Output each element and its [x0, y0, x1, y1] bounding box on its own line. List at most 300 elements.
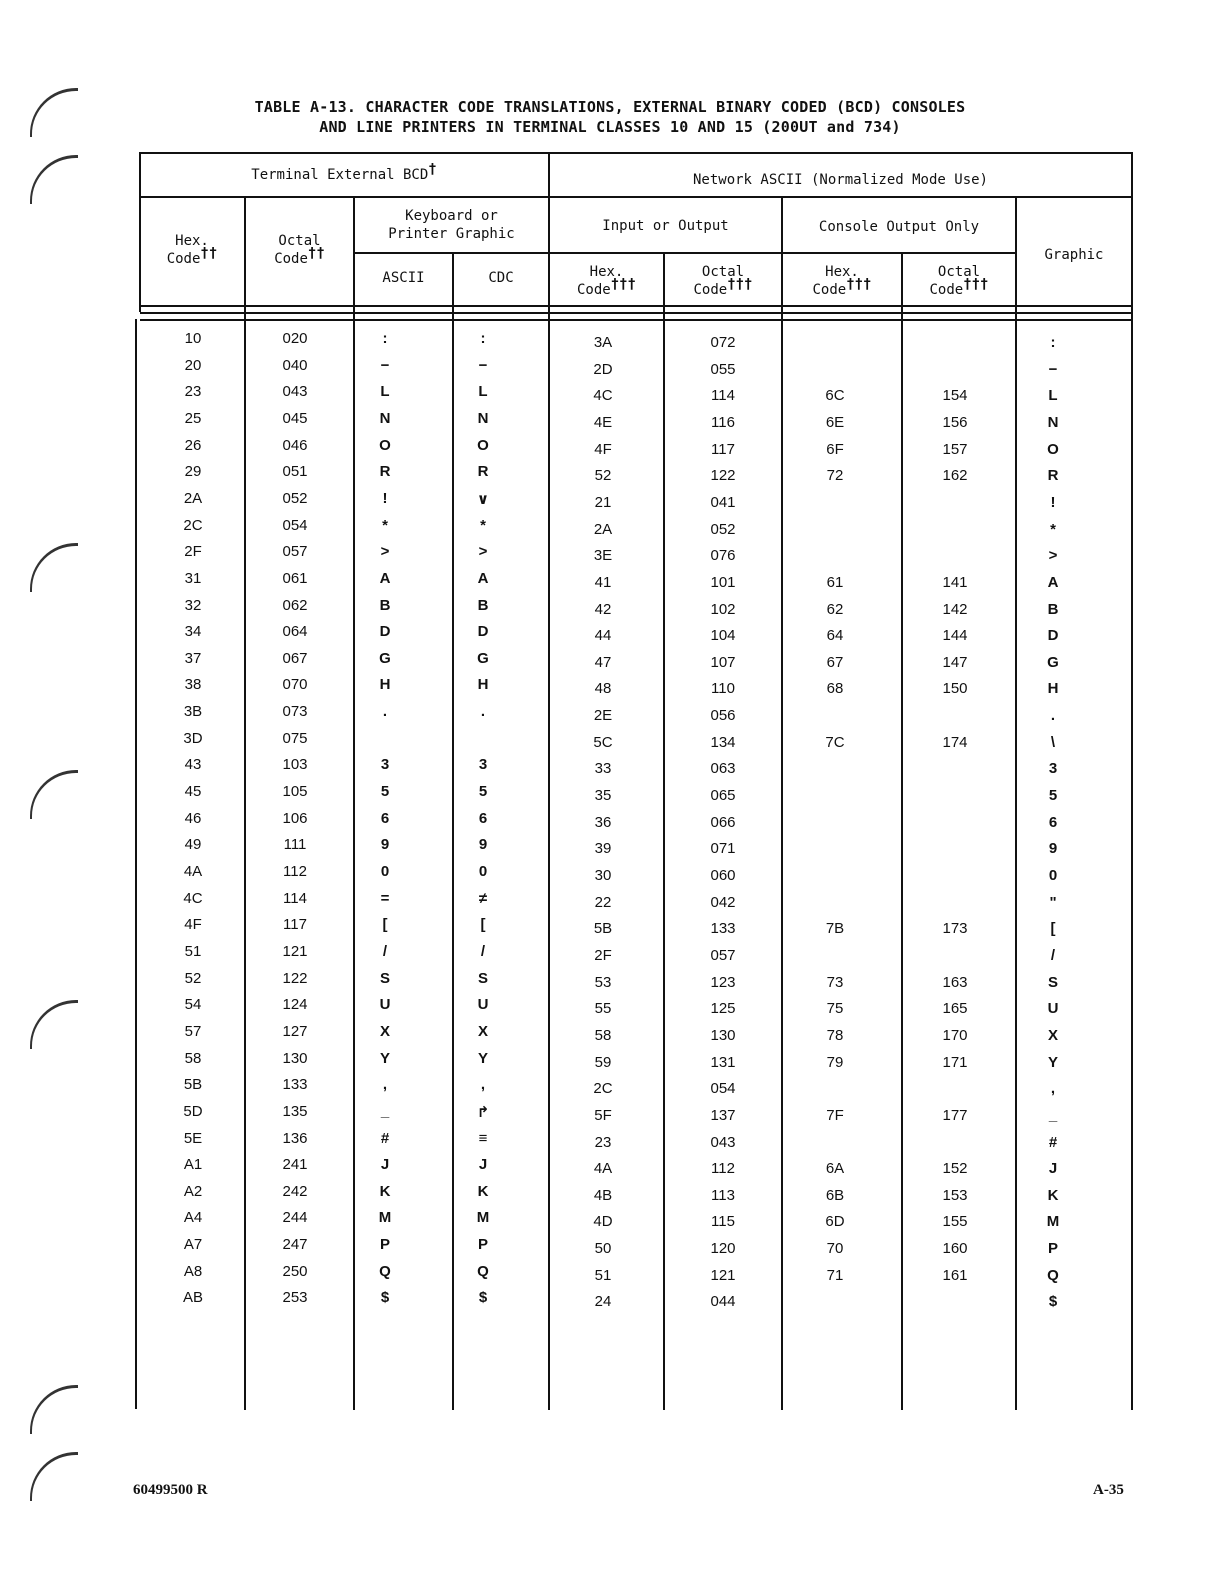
cell-io-hex-code: 30 [594, 867, 612, 884]
cell-io-hex-code: 59 [594, 1053, 612, 1071]
cell-console-octal-code: 152 [942, 1160, 968, 1178]
cell-bcd-hex-code: 43 [184, 756, 202, 774]
cell-bcd-octal-code: 250 [282, 1262, 308, 1280]
cell-console-hex-code: 6E [825, 413, 845, 431]
cell-bcd-hex-code: AB [182, 1289, 203, 1307]
cell-bcd-octal-code: 127 [282, 1022, 308, 1040]
cell-console-hex-code: 6F [826, 440, 844, 458]
cell-console-octal-code: 170 [942, 1026, 968, 1044]
cell-console-hex-code: 72 [826, 467, 844, 485]
cell-bcd-hex-code: A4 [183, 1209, 203, 1227]
cell-cdc-graphic: X [477, 1022, 488, 1040]
cell-console-hex-code: 64 [826, 627, 844, 645]
cell-io-hex-code: 22 [594, 893, 612, 911]
cell-io-octal-code: 120 [710, 1240, 736, 1258]
cell-io-hex-code: 55 [594, 1000, 612, 1018]
cell-bcd-octal-code: 111 [283, 836, 307, 854]
cell-bcd-octal-code: 133 [282, 1076, 308, 1094]
cell-bcd-hex-code: 2F [184, 543, 202, 561]
cell-io-hex-code: 4B [593, 1186, 613, 1204]
cell-console-octal-code: 144 [942, 627, 968, 645]
header-divider [355, 252, 1016, 254]
cell-console-hex-code: 73 [826, 973, 844, 991]
cell-cdc-graphic: : [480, 330, 486, 347]
cell-io-octal-code: 114 [711, 387, 735, 405]
cell-cdc-graphic: − [478, 356, 488, 374]
table-row [0, 410, 1220, 430]
header-hex-label: Hex. [825, 264, 859, 280]
cell-ascii-graphic: [ [382, 916, 388, 934]
cell-bcd-octal-code: 242 [282, 1182, 308, 1200]
cell-console-octal-code: 163 [942, 973, 968, 991]
cell-bcd-hex-code: 10 [184, 330, 202, 347]
cell-network-graphic: $ [1048, 1293, 1058, 1311]
cell-bcd-hex-code: A8 [183, 1262, 203, 1280]
cell-ascii-graphic: 0 [380, 863, 390, 880]
cell-console-octal-code: 142 [942, 600, 968, 618]
header-divider [140, 196, 1133, 198]
cell-console-octal-code: 177 [942, 1106, 968, 1124]
table-row [0, 1209, 1220, 1229]
cell-bcd-octal-code: 043 [282, 383, 308, 401]
cell-bcd-hex-code: 5E [183, 1129, 203, 1147]
cell-network-graphic: M [1046, 1213, 1060, 1231]
table-row [0, 756, 1220, 776]
cell-console-hex-code: 6C [825, 387, 845, 405]
cell-cdc-graphic: B [477, 596, 489, 614]
cell-bcd-hex-code: 4F [184, 916, 202, 934]
cell-bcd-octal-code: 130 [282, 1049, 308, 1067]
cell-io-octal-code: 117 [711, 440, 735, 458]
cell-io-hex-code: 2C [593, 1080, 613, 1098]
header-code-label: Code [166, 251, 201, 267]
cell-network-graphic: / [1050, 946, 1056, 964]
cell-bcd-octal-code: 122 [282, 969, 308, 987]
cell-ascii-graphic: P [379, 1236, 390, 1254]
cell-console-hex-code: 7B [825, 920, 845, 938]
cell-bcd-octal-code: 105 [282, 783, 308, 801]
cell-ascii-graphic: 6 [380, 809, 390, 827]
cell-bcd-hex-code: 2A [183, 489, 203, 507]
dagger-footnote-mark: ††† [963, 276, 989, 293]
cell-bcd-octal-code: 135 [282, 1102, 308, 1120]
cell-network-graphic: # [1048, 1133, 1058, 1151]
header-code-label: Code [693, 282, 728, 298]
header-code-label: Code [274, 251, 308, 267]
cell-io-hex-code: 39 [594, 840, 612, 858]
cell-io-octal-code: 042 [710, 893, 736, 911]
cell-cdc-graphic: * [480, 516, 486, 534]
cell-io-hex-code: 53 [594, 973, 612, 991]
cell-io-octal-code: 116 [711, 413, 735, 431]
cell-network-graphic: \ [1050, 733, 1056, 751]
cell-network-graphic: N [1047, 413, 1059, 431]
cell-network-graphic: : [1050, 334, 1056, 351]
cell-bcd-hex-code: 20 [184, 356, 202, 374]
cell-io-octal-code: 107 [710, 653, 736, 671]
cell-io-octal-code: 125 [710, 1000, 736, 1018]
header-code-label: Code [929, 282, 964, 298]
cell-io-octal-code: 104 [710, 627, 736, 645]
cell-cdc-graphic: L [478, 383, 488, 401]
cell-io-octal-code: 130 [710, 1026, 736, 1044]
table-row [0, 1076, 1220, 1096]
cell-io-hex-code: 50 [594, 1240, 612, 1258]
cell-cdc-graphic: Y [477, 1049, 488, 1067]
cell-network-graphic: Y [1047, 1053, 1058, 1071]
cell-io-hex-code: 4F [594, 440, 612, 458]
cell-console-octal-code: 150 [942, 680, 968, 698]
cell-bcd-hex-code: 3D [183, 729, 203, 747]
cell-io-octal-code: 063 [710, 760, 736, 778]
cell-console-hex-code: 61 [826, 573, 844, 591]
cell-cdc-graphic: > [478, 543, 488, 561]
table-row [0, 463, 1220, 483]
cell-bcd-hex-code: 51 [184, 942, 202, 960]
header-hex-label: Hex. [589, 264, 624, 280]
cell-bcd-octal-code: 054 [282, 516, 308, 534]
table-row [0, 357, 1220, 377]
cell-ascii-graphic: _ [380, 1102, 390, 1120]
binder-hole-mark [30, 1385, 78, 1434]
cell-io-hex-code: 5C [593, 733, 613, 751]
cell-ascii-graphic: , [382, 1076, 388, 1094]
cell-cdc-graphic: 5 [478, 783, 488, 801]
cell-console-hex-code: 62 [826, 600, 844, 618]
cell-cdc-graphic: 9 [478, 836, 488, 854]
cell-console-hex-code: 71 [826, 1266, 844, 1284]
cell-io-hex-code: 2E [593, 707, 613, 725]
cell-io-octal-code: 066 [710, 813, 736, 831]
cell-bcd-octal-code: 112 [283, 863, 307, 880]
cell-ascii-graphic: O [379, 436, 391, 454]
cell-io-octal-code: 121 [710, 1266, 736, 1284]
cell-ascii-graphic: : [382, 330, 388, 347]
cell-cdc-graphic: K [477, 1182, 489, 1200]
header-octal-label: Octal [937, 264, 981, 280]
cell-network-graphic: ! [1050, 493, 1056, 511]
cell-bcd-hex-code: 49 [184, 836, 202, 854]
table-row [0, 570, 1220, 590]
cell-bcd-octal-code: 020 [282, 330, 308, 347]
cell-io-octal-code: 123 [710, 973, 736, 991]
cell-bcd-octal-code: 253 [282, 1289, 308, 1307]
table-row [0, 676, 1220, 696]
cell-network-graphic: 3 [1048, 760, 1058, 778]
cell-console-octal-code: 155 [942, 1213, 968, 1231]
cell-console-hex-code: 7F [826, 1106, 844, 1124]
cell-io-hex-code: 48 [594, 680, 612, 698]
table-row [0, 543, 1220, 563]
cell-console-hex-code: 6B [825, 1186, 845, 1204]
cell-io-hex-code: 58 [594, 1026, 612, 1044]
cell-io-octal-code: 041 [710, 493, 736, 511]
cell-bcd-octal-code: 247 [282, 1236, 308, 1254]
table-row [0, 517, 1220, 537]
header-octal-code [246, 232, 353, 268]
cell-ascii-graphic: Y [379, 1049, 390, 1067]
cell-io-octal-code: 054 [710, 1080, 736, 1098]
cell-io-octal-code: 115 [711, 1213, 735, 1231]
cell-console-octal-code: 156 [942, 413, 968, 431]
cell-ascii-graphic: R [379, 463, 391, 481]
cell-bcd-octal-code: 052 [282, 489, 308, 507]
cell-cdc-graphic: R [477, 463, 489, 481]
cell-io-hex-code: 2D [593, 360, 613, 378]
cell-bcd-octal-code: 244 [282, 1209, 308, 1227]
table-row [0, 330, 1220, 350]
cell-bcd-hex-code: 5D [183, 1102, 203, 1120]
header-keyboard-printer-graphic [355, 207, 548, 243]
cell-io-octal-code: 110 [711, 680, 735, 698]
cell-io-hex-code: 23 [594, 1133, 612, 1151]
cell-network-graphic: A [1047, 573, 1059, 591]
cell-ascii-graphic: A [379, 569, 391, 587]
cell-network-graphic: D [1047, 627, 1059, 645]
cell-bcd-hex-code: 31 [184, 569, 202, 587]
header-console-octal-code [903, 263, 1015, 299]
cell-network-graphic: G [1047, 653, 1059, 671]
header-console-output-only: Console Output Only [818, 219, 980, 235]
table-row [0, 916, 1220, 936]
document-number: 60499500 R [133, 1482, 208, 1498]
cell-cdc-graphic: ≡ [478, 1129, 488, 1147]
cell-network-graphic: * [1050, 520, 1056, 538]
header-io-hex-code [550, 263, 663, 299]
cell-io-octal-code: 112 [711, 1160, 735, 1178]
cell-io-hex-code: 44 [594, 627, 612, 645]
cell-network-graphic: U [1047, 1000, 1059, 1018]
cell-console-octal-code: 141 [942, 573, 968, 591]
cell-io-octal-code: 134 [710, 733, 736, 751]
cell-bcd-octal-code: 051 [282, 463, 308, 481]
cell-ascii-graphic: X [379, 1022, 390, 1040]
table-top-border [140, 152, 1133, 154]
cell-io-hex-code: 35 [594, 787, 612, 805]
cell-cdc-graphic: / [480, 942, 486, 960]
cell-cdc-graphic: J [478, 1156, 488, 1174]
cell-network-graphic: P [1047, 1240, 1058, 1258]
cell-ascii-graphic: Q [379, 1262, 391, 1280]
cell-io-octal-code: 131 [710, 1053, 736, 1071]
cell-console-hex-code: 70 [826, 1240, 844, 1258]
header-octal-label: Octal [278, 233, 321, 249]
cell-io-hex-code: 3E [593, 547, 613, 565]
cell-network-graphic: 6 [1048, 813, 1058, 831]
header-bottom-border [140, 312, 1133, 314]
cell-cdc-graphic: D [477, 623, 489, 641]
dagger-footnote-mark: ††† [727, 276, 753, 293]
table-row [0, 783, 1220, 803]
cell-cdc-graphic: S [477, 969, 488, 987]
cell-io-hex-code: 5B [593, 920, 613, 938]
table-row [0, 1103, 1220, 1123]
header-input-or-output: Input or Output [602, 218, 729, 234]
table-row [0, 437, 1220, 457]
cell-ascii-graphic: D [379, 623, 391, 641]
cell-network-graphic: L [1048, 387, 1058, 405]
cell-cdc-graphic: ∨ [476, 490, 490, 508]
cell-network-graphic: > [1048, 547, 1058, 565]
cell-io-hex-code: 4D [593, 1213, 613, 1231]
cell-bcd-octal-code: 103 [282, 756, 308, 774]
header-console-hex-code [783, 263, 901, 299]
cell-io-octal-code: 052 [710, 520, 736, 538]
cell-cdc-graphic: Q [477, 1262, 489, 1280]
cell-ascii-graphic: G [379, 649, 391, 667]
cell-bcd-hex-code: 34 [184, 623, 202, 641]
cell-bcd-hex-code: 26 [184, 436, 202, 454]
cell-bcd-octal-code: 117 [283, 916, 307, 934]
cell-bcd-hex-code: 4C [183, 889, 203, 907]
cell-console-hex-code: 68 [826, 680, 844, 698]
cell-io-hex-code: 42 [594, 600, 612, 618]
cell-ascii-graphic: M [378, 1209, 392, 1227]
table-row [0, 1289, 1220, 1309]
cell-bcd-octal-code: 064 [282, 623, 308, 641]
table-row [0, 650, 1220, 670]
cell-io-hex-code: 4C [593, 387, 613, 405]
cell-bcd-octal-code: 124 [282, 996, 308, 1014]
header-network-ascii: Network ASCII (Normalized Mode Use) [692, 172, 988, 188]
cell-bcd-octal-code: 061 [282, 569, 308, 587]
table-row [0, 943, 1220, 963]
cell-ascii-graphic: 9 [380, 836, 390, 854]
cell-ascii-graphic: / [382, 942, 388, 960]
cell-bcd-hex-code: 29 [184, 463, 202, 481]
cell-bcd-hex-code: 23 [184, 383, 202, 401]
cell-ascii-graphic: J [380, 1156, 390, 1174]
cell-io-octal-code: 133 [710, 920, 736, 938]
cell-console-octal-code: 160 [942, 1240, 968, 1258]
cell-console-octal-code: 173 [942, 920, 968, 938]
cell-io-octal-code: 055 [710, 360, 736, 378]
cell-network-graphic: , [1050, 1080, 1056, 1098]
cell-bcd-hex-code: 45 [184, 783, 202, 801]
table-row [0, 996, 1220, 1016]
cell-io-octal-code: 056 [710, 707, 736, 725]
cell-bcd-octal-code: 121 [282, 942, 308, 960]
dagger-footnote-mark: ††† [610, 276, 636, 293]
table-row [0, 863, 1220, 883]
cell-bcd-hex-code: 46 [184, 809, 202, 827]
cell-cdc-graphic: A [477, 569, 489, 587]
cell-console-octal-code: 154 [942, 387, 968, 405]
cell-io-hex-code: 33 [594, 760, 612, 778]
table-row [0, 1156, 1220, 1176]
cell-network-graphic: 5 [1048, 787, 1058, 805]
cell-io-octal-code: 113 [711, 1186, 735, 1204]
cell-bcd-hex-code: 54 [184, 996, 202, 1014]
cell-console-octal-code: 171 [942, 1053, 968, 1071]
dagger-footnote-mark: ††† [846, 276, 872, 293]
cell-io-octal-code: 043 [710, 1133, 736, 1151]
dagger-footnote-mark: † [428, 161, 437, 178]
table-row [0, 836, 1220, 856]
cell-bcd-octal-code: 070 [282, 676, 308, 694]
cell-console-octal-code: 165 [942, 1000, 968, 1018]
header-cdc: CDC [488, 270, 514, 286]
cell-bcd-octal-code: 241 [282, 1156, 308, 1174]
cell-cdc-graphic: . [480, 703, 486, 721]
cell-network-graphic: _ [1048, 1106, 1058, 1124]
header-hex-code [140, 232, 244, 268]
cell-bcd-hex-code: 52 [184, 969, 202, 987]
cell-bcd-hex-code: 32 [184, 596, 202, 614]
cell-io-octal-code: 044 [710, 1293, 736, 1311]
cell-bcd-hex-code: 4A [183, 863, 203, 880]
header-bottom-border [140, 305, 1133, 307]
cell-bcd-octal-code: 114 [283, 889, 307, 907]
cell-bcd-octal-code: 106 [282, 809, 308, 827]
cell-io-hex-code: 5F [594, 1106, 612, 1124]
page-number: A-35 [1093, 1482, 1124, 1498]
cell-bcd-octal-code: 075 [282, 729, 308, 747]
table-row [0, 490, 1220, 510]
cell-bcd-octal-code: 057 [282, 543, 308, 561]
cell-bcd-hex-code: 2C [183, 516, 203, 534]
cell-io-octal-code: 072 [710, 334, 736, 351]
cell-console-octal-code: 161 [942, 1266, 968, 1284]
cell-cdc-graphic: 6 [478, 809, 488, 827]
cell-network-graphic: H [1047, 680, 1059, 698]
cell-network-graphic: K [1047, 1186, 1059, 1204]
cell-ascii-graphic: B [379, 596, 391, 614]
table-row [0, 1236, 1220, 1256]
cell-io-hex-code: 52 [594, 467, 612, 485]
header-hex-label: Hex. [175, 233, 209, 249]
table-row [0, 1130, 1220, 1150]
cell-io-hex-code: 3A [593, 334, 613, 351]
table-row [0, 703, 1220, 723]
cell-io-hex-code: 21 [594, 493, 612, 511]
dagger-footnote-mark: †† [307, 245, 325, 262]
cell-bcd-hex-code: 3B [183, 703, 203, 721]
table-row [0, 810, 1220, 830]
cell-bcd-hex-code: A2 [183, 1182, 203, 1200]
cell-cdc-graphic: O [477, 436, 489, 454]
header-code-label: Code [576, 282, 611, 298]
cell-bcd-hex-code: A7 [183, 1236, 203, 1254]
header-ascii: ASCII [382, 270, 425, 286]
cell-console-hex-code: 7C [825, 733, 845, 751]
header-octal-label: Octal [701, 264, 745, 280]
cell-cdc-graphic: , [480, 1076, 486, 1094]
cell-cdc-graphic: M [476, 1209, 490, 1227]
table-row [0, 1263, 1220, 1283]
cell-console-hex-code: 75 [826, 1000, 844, 1018]
cell-console-octal-code: 153 [942, 1186, 968, 1204]
cell-cdc-graphic: 3 [478, 756, 488, 774]
cell-ascii-graphic: − [380, 356, 390, 374]
cell-console-octal-code: 157 [942, 440, 968, 458]
cell-bcd-octal-code: 067 [282, 649, 308, 667]
cell-console-hex-code: 6D [825, 1213, 845, 1231]
cell-network-graphic: . [1050, 707, 1056, 725]
cell-console-hex-code: 79 [826, 1053, 844, 1071]
cell-cdc-graphic: N [477, 409, 489, 427]
cell-cdc-graphic: H [477, 676, 489, 694]
cell-network-graphic: S [1047, 973, 1058, 991]
cell-cdc-graphic: P [477, 1236, 488, 1254]
cell-bcd-octal-code: 045 [282, 409, 308, 427]
cell-console-octal-code: 162 [942, 467, 968, 485]
cell-ascii-graphic: K [379, 1182, 391, 1200]
header-code-label: Code [812, 282, 847, 298]
cell-ascii-graphic: = [380, 889, 390, 907]
table-title-line-2: AND LINE PRINTERS IN TERMINAL CLASSES 10 AND 15 (200UT and 734) [319, 118, 901, 136]
binder-hole-mark [30, 155, 78, 204]
